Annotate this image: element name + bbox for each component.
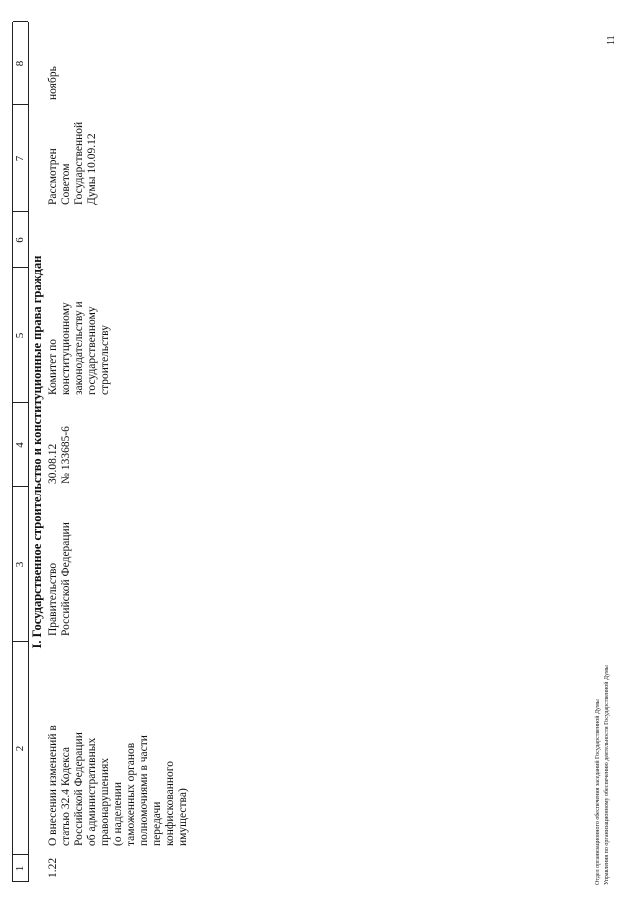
submission-info <box>47 404 73 484</box>
bill-title-line: Российской Федерации <box>73 732 85 846</box>
row-number: 1.22 <box>47 857 59 878</box>
initiator-line: Российской Федерации <box>60 522 72 636</box>
column-number-header <box>12 22 29 882</box>
bill-title <box>47 718 190 846</box>
header-col-8: 8 <box>14 60 26 67</box>
review-status <box>47 105 99 205</box>
bill-title-line: статью 32.4 Кодекса <box>60 747 72 846</box>
bill-title-line: (о наделении <box>112 782 124 846</box>
status-line: Государственной <box>73 121 85 205</box>
committee-line: законодательству и <box>73 301 85 395</box>
header-col-5: 5 <box>14 332 26 339</box>
footer-line: Отдел организационного обеспечения заседаний Государственной Думы <box>595 699 601 885</box>
header-col-4: 4 <box>14 442 26 448</box>
committee-line: государственному <box>86 306 98 395</box>
bill-number: № 133685-6 <box>60 426 72 484</box>
committee-line: Комитет по <box>47 339 59 395</box>
bill-title-line: полномочиями в части <box>138 735 150 846</box>
header-col-1: 1 <box>14 865 26 872</box>
bill-title-line: передачи <box>151 801 163 846</box>
initiator-line: Правительство <box>47 562 59 636</box>
page-number: 11 <box>606 35 617 45</box>
column-divider <box>13 21 28 22</box>
header-col-6: 6 <box>14 237 26 243</box>
status-line: Рассмотрен <box>47 148 59 205</box>
footer-line: Управления по организационному обеспечению деятельности Государственной Думы <box>604 665 610 885</box>
committee-line: конституционному <box>60 302 72 395</box>
header-col-2: 2 <box>14 745 26 752</box>
submission-date: 30.08.12 <box>47 443 59 484</box>
committee-line: строительству <box>99 325 111 395</box>
initiator <box>47 486 73 636</box>
header-col-7: 7 <box>14 155 26 162</box>
responsible-committee <box>47 275 112 395</box>
bill-title-line: конфискованного <box>164 761 176 846</box>
section-title: I. Государственное строительство и конституционные права граждан <box>30 255 44 649</box>
bill-title-line: О внесении изменений в <box>47 725 59 846</box>
bill-title-line: имущества) <box>177 788 189 846</box>
planned-month: ноябрь <box>47 66 59 100</box>
bill-title-line: правонарушениях <box>99 757 111 846</box>
bill-title-line: об административных <box>86 737 98 846</box>
page-footer <box>594 665 612 885</box>
header-col-3: 3 <box>14 561 26 568</box>
status-line: Думы 10.09.12 <box>86 133 98 205</box>
bill-title-line: таможенных органов <box>125 742 137 846</box>
status-line: Советом <box>60 163 72 205</box>
plan-table <box>12 22 612 882</box>
